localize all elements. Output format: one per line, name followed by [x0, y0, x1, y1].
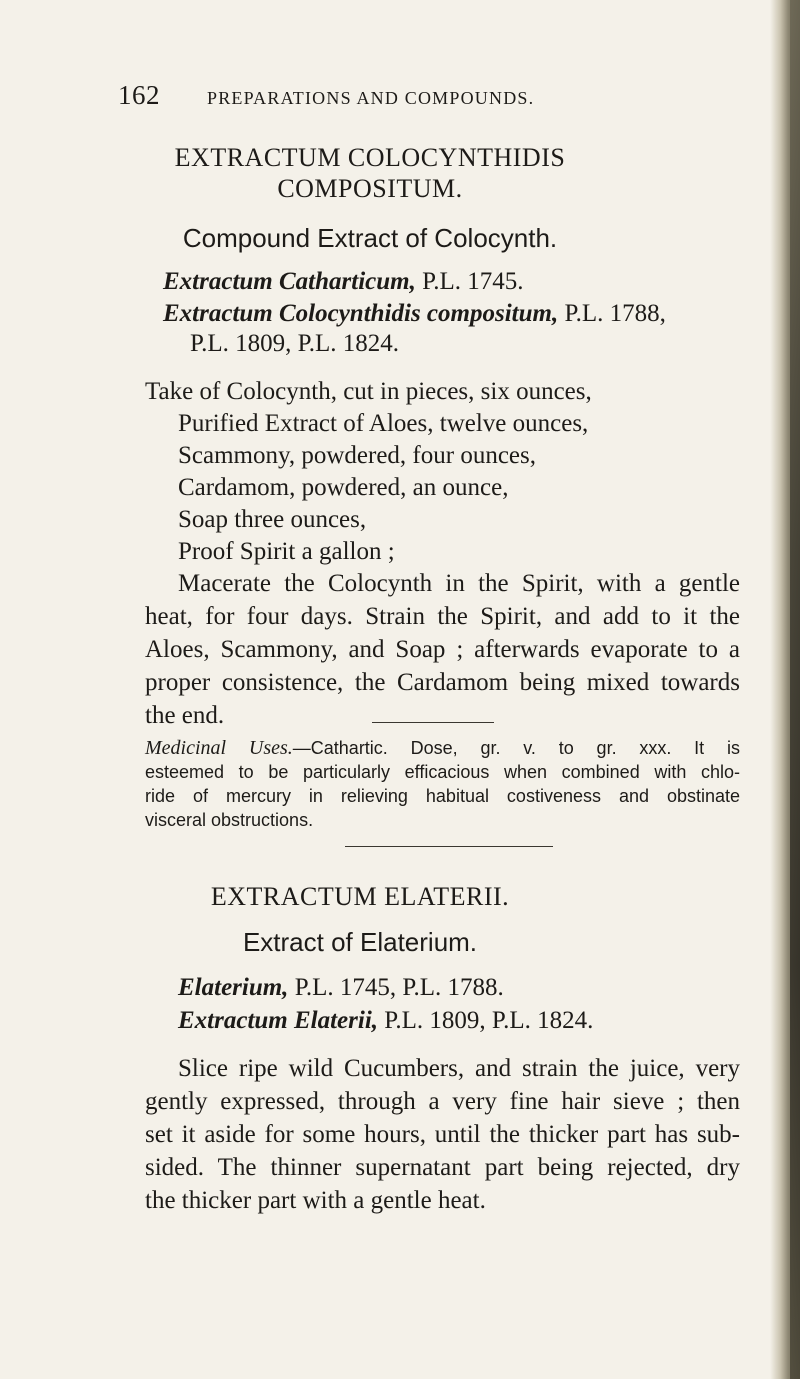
- text-line: heat, for four days. Strain the Spirit, and add to it the: [145, 603, 740, 630]
- section2-directions: [145, 1052, 740, 1217]
- section-divider: [345, 846, 553, 847]
- synonym-refs: P.L. 1788,: [564, 300, 666, 327]
- uses-line: esteemed to be particularly efficacious when combined with chlo-: [145, 762, 740, 782]
- page-header: [118, 80, 738, 120]
- section1-directions: [145, 567, 740, 732]
- synonym-name: Elaterium,: [178, 974, 289, 1001]
- section1-synonym: [163, 268, 524, 296]
- section1-title-line1: EXTRACTUM COLOCYNTHIDIS: [174, 143, 566, 172]
- page-number: 162: [118, 80, 160, 110]
- section1-synonym: [163, 300, 666, 328]
- recipe-line: Cardamom, powdered, an ounce,: [178, 474, 509, 501]
- uses-line: ride of mercury in relieving habitual costiveness and obstinate: [145, 786, 740, 806]
- uses-lead: Medicinal Uses.: [145, 737, 293, 759]
- section1-synonym: [190, 330, 399, 358]
- synonym-refs: P.L. 1809, P.L. 1824.: [190, 330, 400, 357]
- page-edge-binding: [790, 0, 800, 1379]
- text-line: proper consistence, the Cardamom being mixed towards: [145, 669, 740, 696]
- text-line: Macerate the Colocynth in the Spirit, with a gentle: [178, 570, 740, 597]
- synonym-name: Extractum Catharticum,: [163, 268, 416, 295]
- synonym-refs: P.L. 1809, P.L. 1824.: [384, 1007, 594, 1034]
- text-line: sided. The thinner supernatant part being rejected, dry: [145, 1154, 740, 1181]
- uses-text: —Cathartic. Dose, gr. v. to gr. xxx. It is: [292, 738, 740, 758]
- recipe-line: Scammony, powdered, four ounces,: [178, 442, 537, 469]
- text-line: the end.: [145, 702, 225, 729]
- recipe-line: Soap three ounces,: [178, 506, 367, 533]
- text-line: Slice ripe wild Cucumbers, and strain the juice, very: [178, 1055, 740, 1082]
- section2-synonym: [178, 1007, 593, 1035]
- synonym-refs: P.L. 1745, P.L. 1788.: [294, 974, 504, 1001]
- medicinal-uses: [145, 736, 740, 832]
- text-line: set it aside for some hours, until the thicker part has sub-: [145, 1121, 740, 1148]
- text-line: Aloes, Scammony, and Soap ; afterwards evaporate to a: [145, 636, 740, 663]
- uses-line: visceral obstructions.: [145, 810, 314, 830]
- text-line: gently expressed, through a very fine hair sieve ; then: [145, 1088, 740, 1115]
- synonym-refs: P.L. 1745.: [422, 268, 524, 295]
- section2-title: EXTRACTUM ELATERII.: [210, 882, 510, 911]
- text-line: the thicker part with a gentle heat.: [145, 1187, 486, 1214]
- uses-line-1: [145, 736, 740, 760]
- running-head: PREPARATIONS AND COMPOUNDS.: [207, 88, 535, 108]
- section1-subtitle: Compound Extract of Colocynth.: [182, 223, 558, 253]
- section1-title-line2: COMPOSITUM.: [277, 174, 463, 203]
- synonym-name: Extractum Elaterii,: [178, 1007, 379, 1034]
- section2-synonym: [178, 974, 504, 1002]
- section2-subtitle: Extract of Elaterium.: [242, 927, 478, 957]
- recipe-line: Proof Spirit a gallon ;: [178, 538, 395, 565]
- section-divider: [372, 722, 494, 723]
- synonym-name: Extractum Colocynthidis compositum,: [163, 300, 559, 327]
- recipe-line: Take of Colocynth, cut in pieces, six ounces,: [145, 378, 592, 405]
- recipe-line: Purified Extract of Aloes, twelve ounces,: [178, 410, 589, 437]
